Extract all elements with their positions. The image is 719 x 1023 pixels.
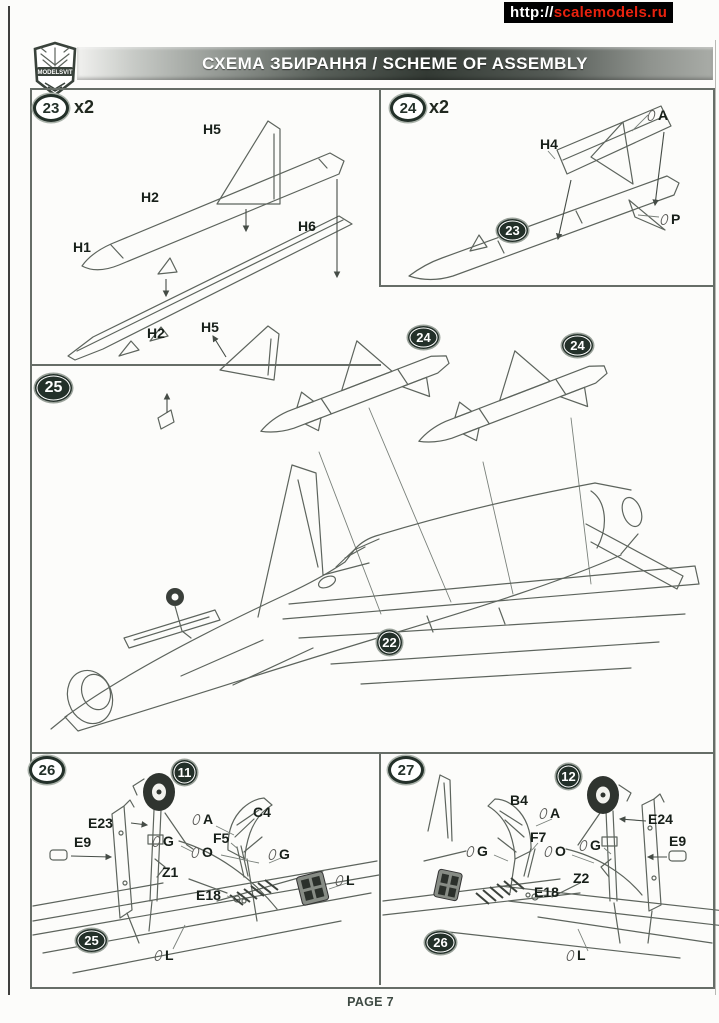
- decal-icon: [647, 109, 657, 121]
- part-label-decal-a-left: A: [193, 811, 213, 827]
- part-label-decal-l-right: L: [567, 947, 586, 963]
- assembly-header: [77, 47, 713, 80]
- decal-icon: [539, 807, 549, 819]
- decal-icon: [192, 813, 202, 825]
- decal-icon: [152, 835, 162, 847]
- decal-icon: [268, 848, 278, 860]
- callout-badge-12: 12: [556, 764, 581, 789]
- callout-badge-24a: 24: [408, 326, 439, 349]
- part-label-decal-g2-right: G: [580, 837, 601, 853]
- step-24-quantity: x2: [429, 97, 450, 117]
- part-label-h5-top: H5: [203, 121, 221, 137]
- part-label-decal-l1-left: L: [336, 872, 355, 888]
- part-label-e23: E23: [88, 815, 113, 831]
- part-label-decal-g1-left: G: [153, 833, 174, 849]
- watermark-url: [504, 2, 673, 23]
- part-label-b4: B4: [510, 792, 528, 808]
- part-label-f7: F7: [530, 829, 547, 845]
- watermark-domain: scalemodels.ru: [553, 4, 668, 21]
- callout-badge-11: 11: [172, 760, 197, 785]
- subassembly-badge-25: 25: [76, 929, 107, 952]
- part-label-c4: C4: [253, 804, 271, 820]
- part-label-e24: E24: [648, 811, 673, 827]
- part-label-e18-left: E18: [196, 887, 221, 903]
- part-label-h2-bottom: H2: [147, 325, 165, 341]
- callout-badge-22: 22: [377, 630, 402, 655]
- page-number: PAGE 7: [347, 995, 394, 1009]
- brand-logo-text: MODELSVIT: [37, 70, 73, 76]
- part-label-h4: H4: [540, 136, 558, 152]
- step-badge-25: 25: [35, 374, 72, 402]
- callout-badge-24b: 24: [562, 334, 593, 357]
- part-label-z2: Z2: [573, 870, 590, 886]
- part-label-decal-o-right: O: [545, 843, 566, 859]
- part-label-decal-g1-right: G: [467, 843, 488, 859]
- watermark-protocol: http://: [510, 4, 554, 21]
- part-label-e9-right: E9: [669, 833, 687, 849]
- scan-edge-left: [8, 6, 10, 995]
- part-label-e18-right: E18: [534, 884, 559, 900]
- decal-icon: [335, 874, 345, 886]
- part-label-decal-g2-left: G: [269, 846, 290, 862]
- part-label-h6: H6: [298, 218, 316, 234]
- subassembly-badge-23: 23: [497, 219, 528, 242]
- step-badge-23: 23: [33, 94, 69, 122]
- decal-icon: [466, 845, 476, 857]
- subassembly-badge-26: 26: [425, 931, 456, 954]
- part-label-h5-bottom: H5: [201, 319, 219, 335]
- part-label-h2-top: H2: [141, 189, 159, 205]
- step-23-quantity: x2: [74, 97, 95, 117]
- decal-icon: [544, 845, 554, 857]
- part-label-decal-o-left: O: [192, 844, 213, 860]
- part-label-decal-p: P: [661, 211, 680, 227]
- part-label-f5: F5: [213, 830, 230, 846]
- decal-icon: [154, 949, 164, 961]
- aircraft-assembly-diagram: [31, 286, 713, 752]
- step-badge-26: 26: [29, 756, 65, 784]
- decal-icon: [660, 213, 670, 225]
- part-label-e9-left: E9: [74, 834, 92, 850]
- part-label-decal-a: A: [648, 107, 668, 123]
- decal-icon: [579, 839, 589, 851]
- part-label-decal-a-right: A: [540, 805, 560, 821]
- scan-edge-right: [715, 40, 716, 995]
- assembly-header-title: СХЕМА ЗБИРАННЯ / SCHEME OF ASSEMBLY: [202, 53, 588, 73]
- part-label-decal-l2-left: L: [155, 947, 174, 963]
- part-label-h1: H1: [73, 239, 91, 255]
- part-label-z1: Z1: [162, 864, 179, 880]
- decal-icon: [191, 846, 201, 858]
- step-badge-24: 24: [390, 94, 426, 122]
- decal-icon: [566, 949, 576, 961]
- step-badge-27: 27: [388, 756, 424, 784]
